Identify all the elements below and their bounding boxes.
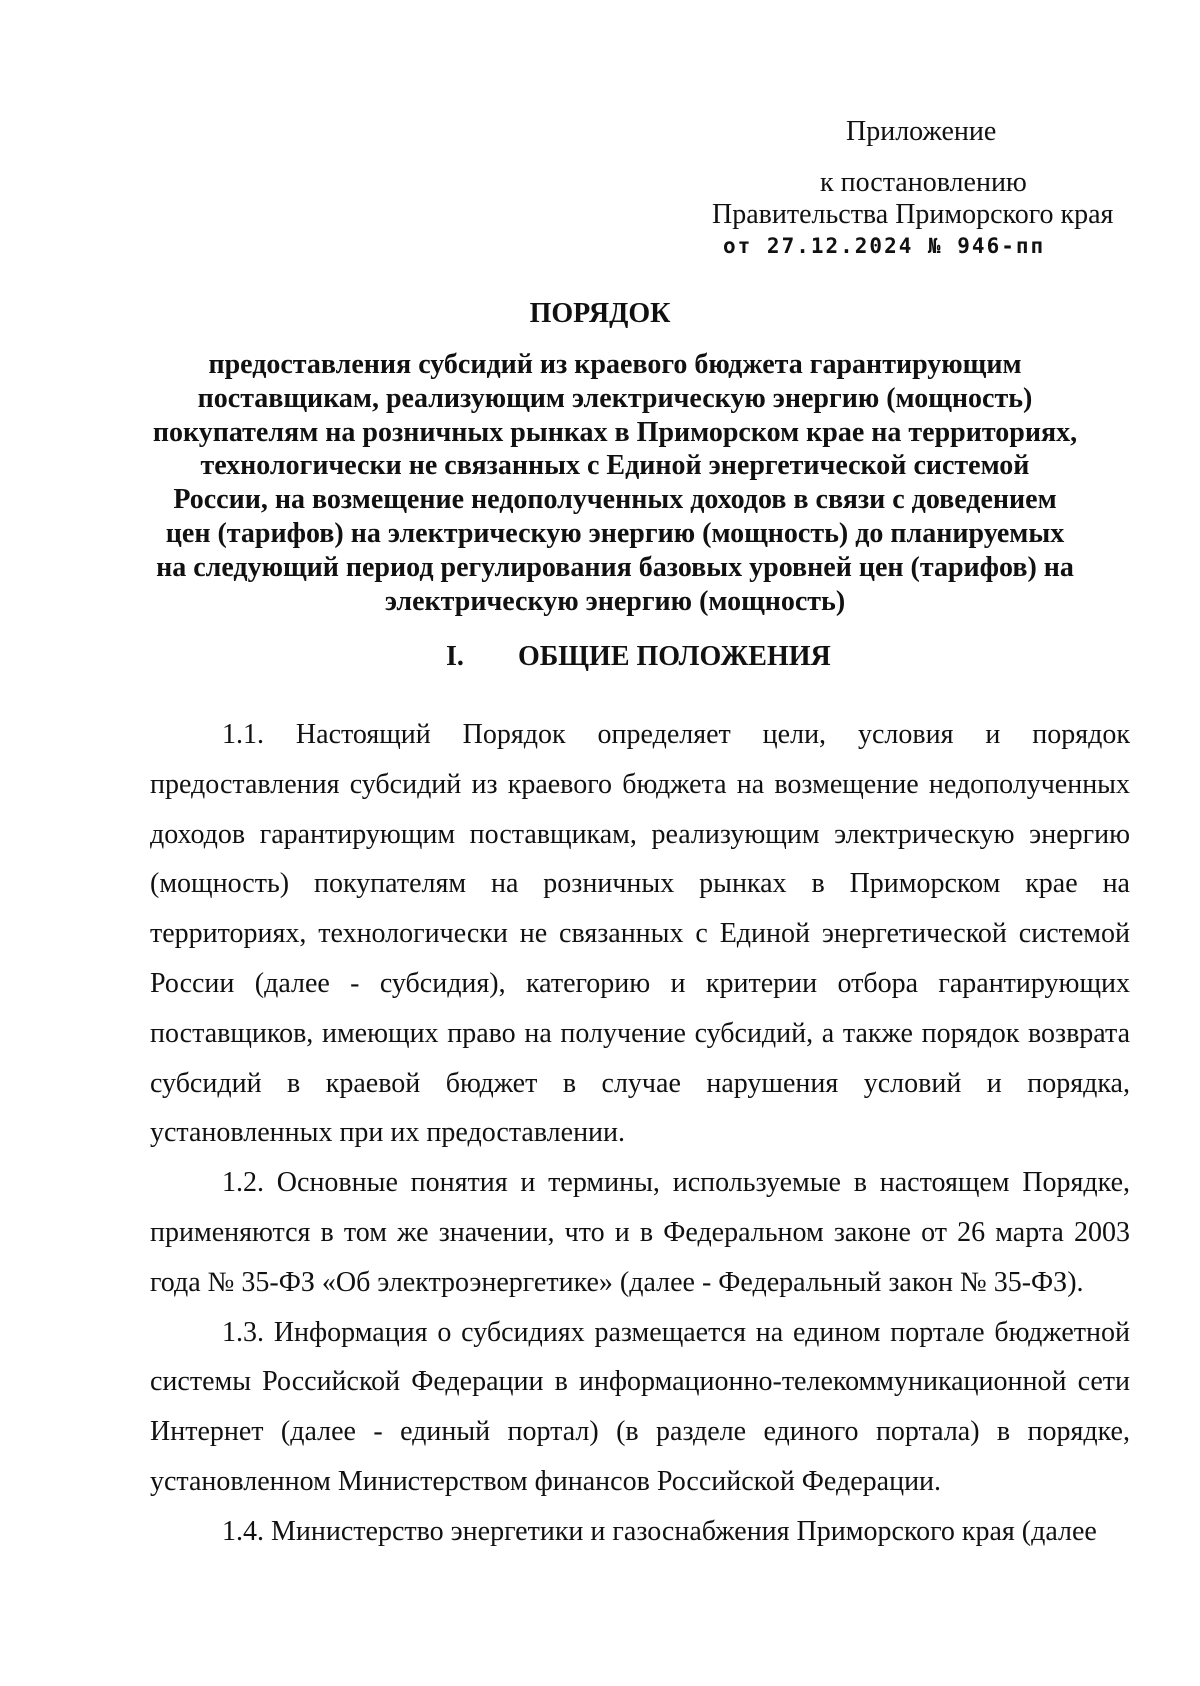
paragraph-1-2: 1.2. Основные понятия и термины, используемые в настоящем Порядке, применяются в том же значении, что и в Федеральном законе от 26 марта 2003 года № 35-ФЗ «Об электроэнергетике» (далее - Федеральный закон № 35-ФЗ).: [150, 1167, 1130, 1298]
paragraph-1-1: 1.1. Настоящий Порядок определяет цели, условия и порядок предоставления субсидий из краевого бюджета на возмещение недополученных доходов гарантирующим поставщикам, реализующим электрическую энергию (мощность) покупателям на розничных рынках в Приморском крае на территориях, технологически не связанных с Единой энергетической системой России (далее - субсидия), категорию и критерии отбора гарантирующих поставщиков, имеющих право на получение субсидий, а также порядок возврата субсидий в краевой бюджет в случае нарушения условий и порядка, установленных при их предоставлении.: [150, 719, 1130, 1149]
section-number: I.: [446, 641, 464, 672]
document-subtitle: предоставления субсидий из краевого бюджета гарантирующим поставщикам, реализующим электрическую энергию (мощность) покупателям на розничных рынках в Приморском крае на территориях, технологически не связанных с Единой энергетической системой России, на возмещение недополученных доходов в связи с доведением цен (тарифов) на электрическую энергию (мощность) до планируемых на следующий период регулирования базовых уровней цен (тарифов) на электрическую энергию (мощность): [152, 349, 1078, 617]
section-title: ОБЩИЕ ПОЛОЖЕНИЯ: [518, 641, 831, 672]
paragraph-1-4: 1.4. Министерство энергетики и газоснабжения Приморского края (далее: [222, 1515, 1097, 1547]
government-name: Правительства Приморского края: [712, 199, 1114, 230]
resolution-reference: к постановлению: [820, 167, 1027, 198]
resolution-number-stamp: от 27.12.2024 № 946-пп: [723, 234, 1046, 258]
document-title: ПОРЯДОК: [529, 298, 671, 329]
appendix-label: Приложение: [846, 116, 997, 147]
document-body: [150, 710, 1130, 1557]
paragraph-1-3: 1.3. Информация о субсидиях размещается на едином портале бюджетной системы Российской Федерации в информационно-телекоммуникационной сети Интернет (далее - единый портал) (в разделе единого портала) в порядке, установленном Министерством финансов Российской Федерации.: [150, 1316, 1130, 1497]
